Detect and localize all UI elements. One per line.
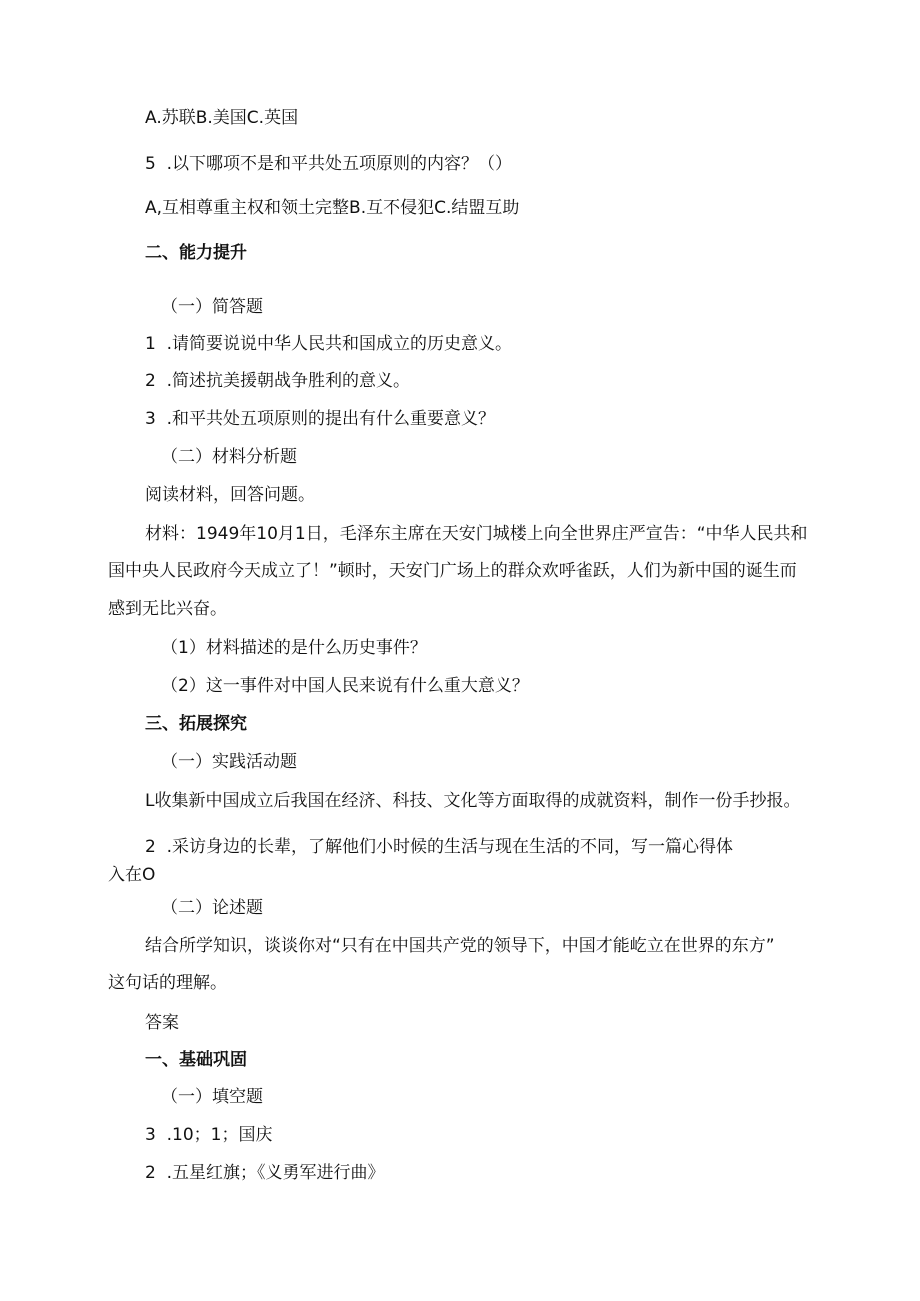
- answer-line: 2 .五星红旗；《义勇军进行曲》: [145, 1163, 385, 1183]
- activity-line: L收集新中国成立后我国在经济、科技、文化等方面取得的成就资料，制作一份手抄报。: [145, 791, 801, 811]
- material-paragraph: 材料：1949年10月1日，毛泽东主席在天安门城楼上向全世界庄严宣告：“中华人民共和: [145, 524, 808, 544]
- option-line: A.苏联B.美国C.英国: [145, 108, 299, 128]
- essay-question: 这句话的理解。: [108, 973, 227, 993]
- question-line: 2 .简述抗美援朝战争胜利的意义。: [145, 371, 411, 391]
- sub-question: （2）这一事件对中国人民来说有什么重大意义？: [161, 676, 529, 696]
- essay-question: 结合所学知识，谈谈你对“只有在中国共产党的领导下，中国才能屹立在世界的东方”: [145, 936, 775, 956]
- option-line: A,互相尊重主权和领土完整B.互不侵犯C.结盟互助: [145, 198, 520, 218]
- section-heading: 三、拓展探究: [145, 714, 247, 734]
- question-line: 1 .请简要说说中华人民共和国成立的历史意义。: [145, 334, 513, 354]
- instruction-line: 阅读材料，回答问题。: [145, 485, 315, 505]
- activity-line: 2 .采访身边的长辈，了解他们小时候的生活与现在生活的不同，写一篇心得体: [145, 837, 734, 857]
- subsection-heading: （二）材料分析题: [161, 447, 297, 467]
- subsection-heading: （二）论述题: [161, 898, 263, 918]
- subsection-heading: （一）实践活动题: [161, 752, 297, 772]
- answer-line: 3 .10；1；国庆: [145, 1125, 273, 1145]
- answer-heading: 答案: [145, 1013, 179, 1033]
- section-heading: 二、能力提升: [145, 243, 247, 263]
- material-paragraph: 感到无比兴奋。: [108, 599, 227, 619]
- sub-question: （1）材料描述的是什么历史事件？: [161, 638, 427, 658]
- section-heading: 一、基础巩固: [145, 1050, 247, 1070]
- activity-line: 入在O: [108, 865, 156, 885]
- material-paragraph: 国中央人民政府今天成立了！”顿时，天安门广场上的群众欢呼雀跃，人们为新中国的诞生而: [108, 561, 797, 581]
- question-5: 5 .以下哪项不是和平共处五项原则的内容？（）: [145, 154, 513, 174]
- subsection-heading: （一）填空题: [161, 1087, 263, 1107]
- question-line: 3 .和平共处五项原则的提出有什么重要意义？: [145, 409, 496, 429]
- subsection-heading: （一）简答题: [161, 297, 263, 317]
